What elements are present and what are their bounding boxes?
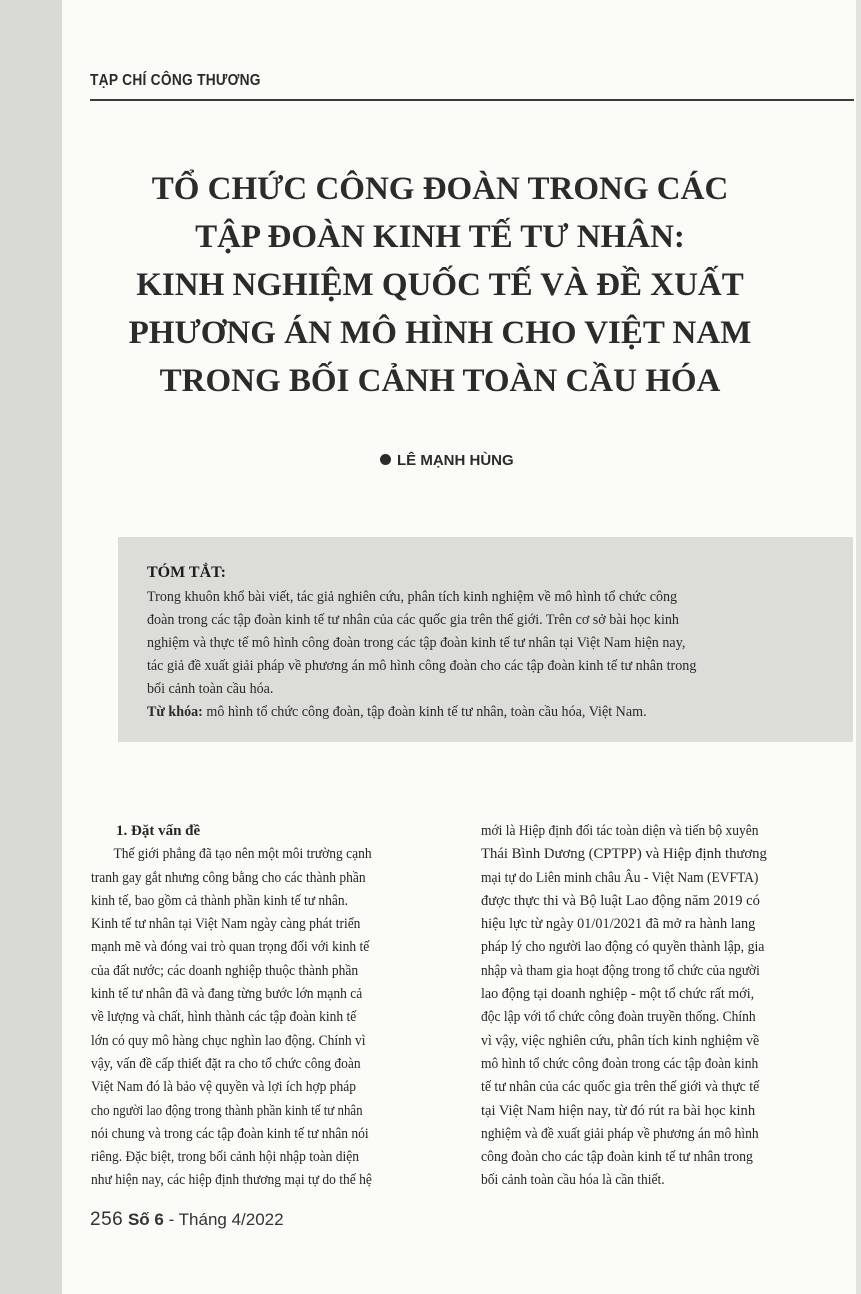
body-line: Thế giới phẳng đã tạo nên một môi trường cạnh — [113, 846, 372, 863]
keywords-line — [147, 701, 786, 724]
keywords-text: mô hình tổ chức công đoàn, tập đoàn kinh tế tư nhân, toàn cầu hóa, Việt Nam. — [202, 704, 647, 720]
body-line: vậy, vấn đề cấp thiết đặt ra cho tổ chức công đoàn — [91, 1055, 361, 1072]
abstract-text — [147, 586, 827, 724]
body-line: tại Việt Nam hiện nay, từ đó rút ra bài học kinh — [481, 1102, 756, 1119]
page-footer — [90, 1209, 284, 1231]
body-line: bối cảnh toàn cầu hóa là cần thiết. — [481, 1172, 665, 1189]
body-line: Thái Bình Dương (CPTPP) và Hiệp định thương — [481, 846, 767, 863]
body-line: về lượng và chất, hình thành các tập đoàn kinh tế — [91, 1009, 357, 1026]
article-title — [100, 165, 780, 405]
title-line: TỔ CHỨC CÔNG ĐOÀN TRONG CÁC — [151, 171, 729, 207]
body-line: vì vậy, việc nghiên cứu, phân tích kinh nghiệm về — [481, 1032, 760, 1049]
body-line: mô hình tổ chức công đoàn trong các tập đoàn kinh — [481, 1055, 759, 1072]
body-line: kinh tế, bao gồm cả thành phần kinh tế tư nhân. — [91, 892, 349, 909]
abstract-line: Trong khuôn khổ bài viết, tác giả nghiên cứu, phân tích kinh nghiệm về mô hình tổ chức công — [147, 589, 678, 605]
page-right-margin-strip — [856, 0, 861, 1294]
body-line: lao động tại doanh nghiệp - một tổ chức rất mới, — [481, 986, 755, 1003]
author-byline — [380, 452, 514, 469]
title-line: KINH NGHIỆM QUỐC TẾ VÀ ĐỀ XUẤT — [136, 267, 744, 303]
issue-date: - Tháng 4/2022 — [163, 1210, 284, 1229]
body-line: cho người lao động trong thành phần kinh tế tư nhân — [91, 1102, 363, 1119]
body-line: nghiệm và đề xuất giải pháp về phương án mô hình — [481, 1125, 759, 1142]
body-line: kinh tế tư nhân đã và đang từng bước lớn mạnh cả — [91, 986, 363, 1003]
body-line: mại tự do Liên minh châu Âu - Việt Nam (EVFTA) — [481, 869, 759, 886]
issue-number: Số 6 — [127, 1210, 164, 1229]
journal-name: TẠP CHÍ CÔNG THƯƠNG — [90, 72, 261, 89]
page-left-margin-strip — [0, 0, 62, 1294]
body-line: hiệu lực từ ngày 01/01/2021 đã mở ra hành lang — [481, 916, 756, 933]
body-line: pháp lý cho người lao động có quyền thành lập, gia — [481, 939, 765, 956]
body-line: độc lập với tổ chức công đoàn truyền thống. Chính — [481, 1009, 756, 1026]
body-column-right — [481, 820, 841, 1193]
body-line: riêng. Đặc biệt, trong bối cảnh hội nhập toàn diện — [91, 1149, 360, 1166]
body-line: lớn có quy mô hàng chục nghìn lao động. Chính vì — [91, 1032, 366, 1049]
keywords-label: Từ khóa: — [147, 704, 203, 720]
body-line: được thực thi và Bộ luật Lao động năm 2019 có — [481, 892, 760, 909]
abstract-line: nghiệm và thực tế mô hình công đoàn trong các tập đoàn kinh tế tư nhân tại Việt Nam hiện nay, — [147, 635, 686, 651]
body-line: tranh gay gắt nhưng công bằng cho các thành phần — [91, 869, 366, 886]
section-heading: 1. Đặt vấn đề — [116, 823, 201, 839]
page-number: 256 — [90, 1209, 124, 1230]
body-line: mạnh mẽ và đóng vai trò quan trọng đối với kinh tế — [91, 939, 370, 956]
body-line: Kinh tế tư nhân tại Việt Nam ngày càng phát triển — [91, 916, 361, 933]
abstract-line: tác giả đề xuất giải pháp về phương án mô hình công đoàn cho các tập đoàn kinh tế tư nhân trong — [147, 658, 697, 674]
abstract-line: bối cảnh toàn cầu hóa. — [147, 681, 274, 697]
body-line: nói chung và trong các tập đoàn kinh tế tư nhân nói — [91, 1125, 369, 1142]
body-line: công đoàn cho các tập đoàn kinh tế tư nhân trong — [481, 1149, 753, 1166]
body-line: tế tư nhân của các quốc gia trên thế giới và thực tế — [481, 1079, 760, 1096]
title-line: PHƯƠNG ÁN MÔ HÌNH CHO VIỆT NAM — [128, 315, 752, 351]
body-line: nhập và tham gia hoạt động trong tổ chức của người — [481, 962, 760, 979]
body-line: mới là Hiệp định đối tác toàn diện và tiến bộ xuyên — [481, 823, 759, 839]
header-rule — [90, 99, 854, 101]
title-line: TRONG BỐI CẢNH TOÀN CẦU HÓA — [159, 363, 721, 399]
body-line: như hiện nay, các hiệp định thương mại tự do thế hệ — [91, 1172, 372, 1189]
abstract-line: đoàn trong các tập đoàn kinh tế tư nhân của các quốc gia trên thế giới. Trên cơ sở bài học kinh — [147, 612, 679, 628]
body-line: Việt Nam đó là bảo vệ quyền và lợi ích hợp pháp — [91, 1079, 357, 1096]
abstract-heading: TÓM TẮT: — [147, 564, 226, 581]
bullet-dot-icon — [380, 454, 391, 465]
author-name: LÊ MẠNH HÙNG — [397, 452, 514, 469]
title-line: TẬP ĐOÀN KINH TẾ TƯ NHÂN: — [195, 219, 685, 255]
body-line: của đất nước; các doanh nghiệp thuộc thành phần — [91, 962, 359, 979]
body-column-left — [91, 820, 451, 1193]
